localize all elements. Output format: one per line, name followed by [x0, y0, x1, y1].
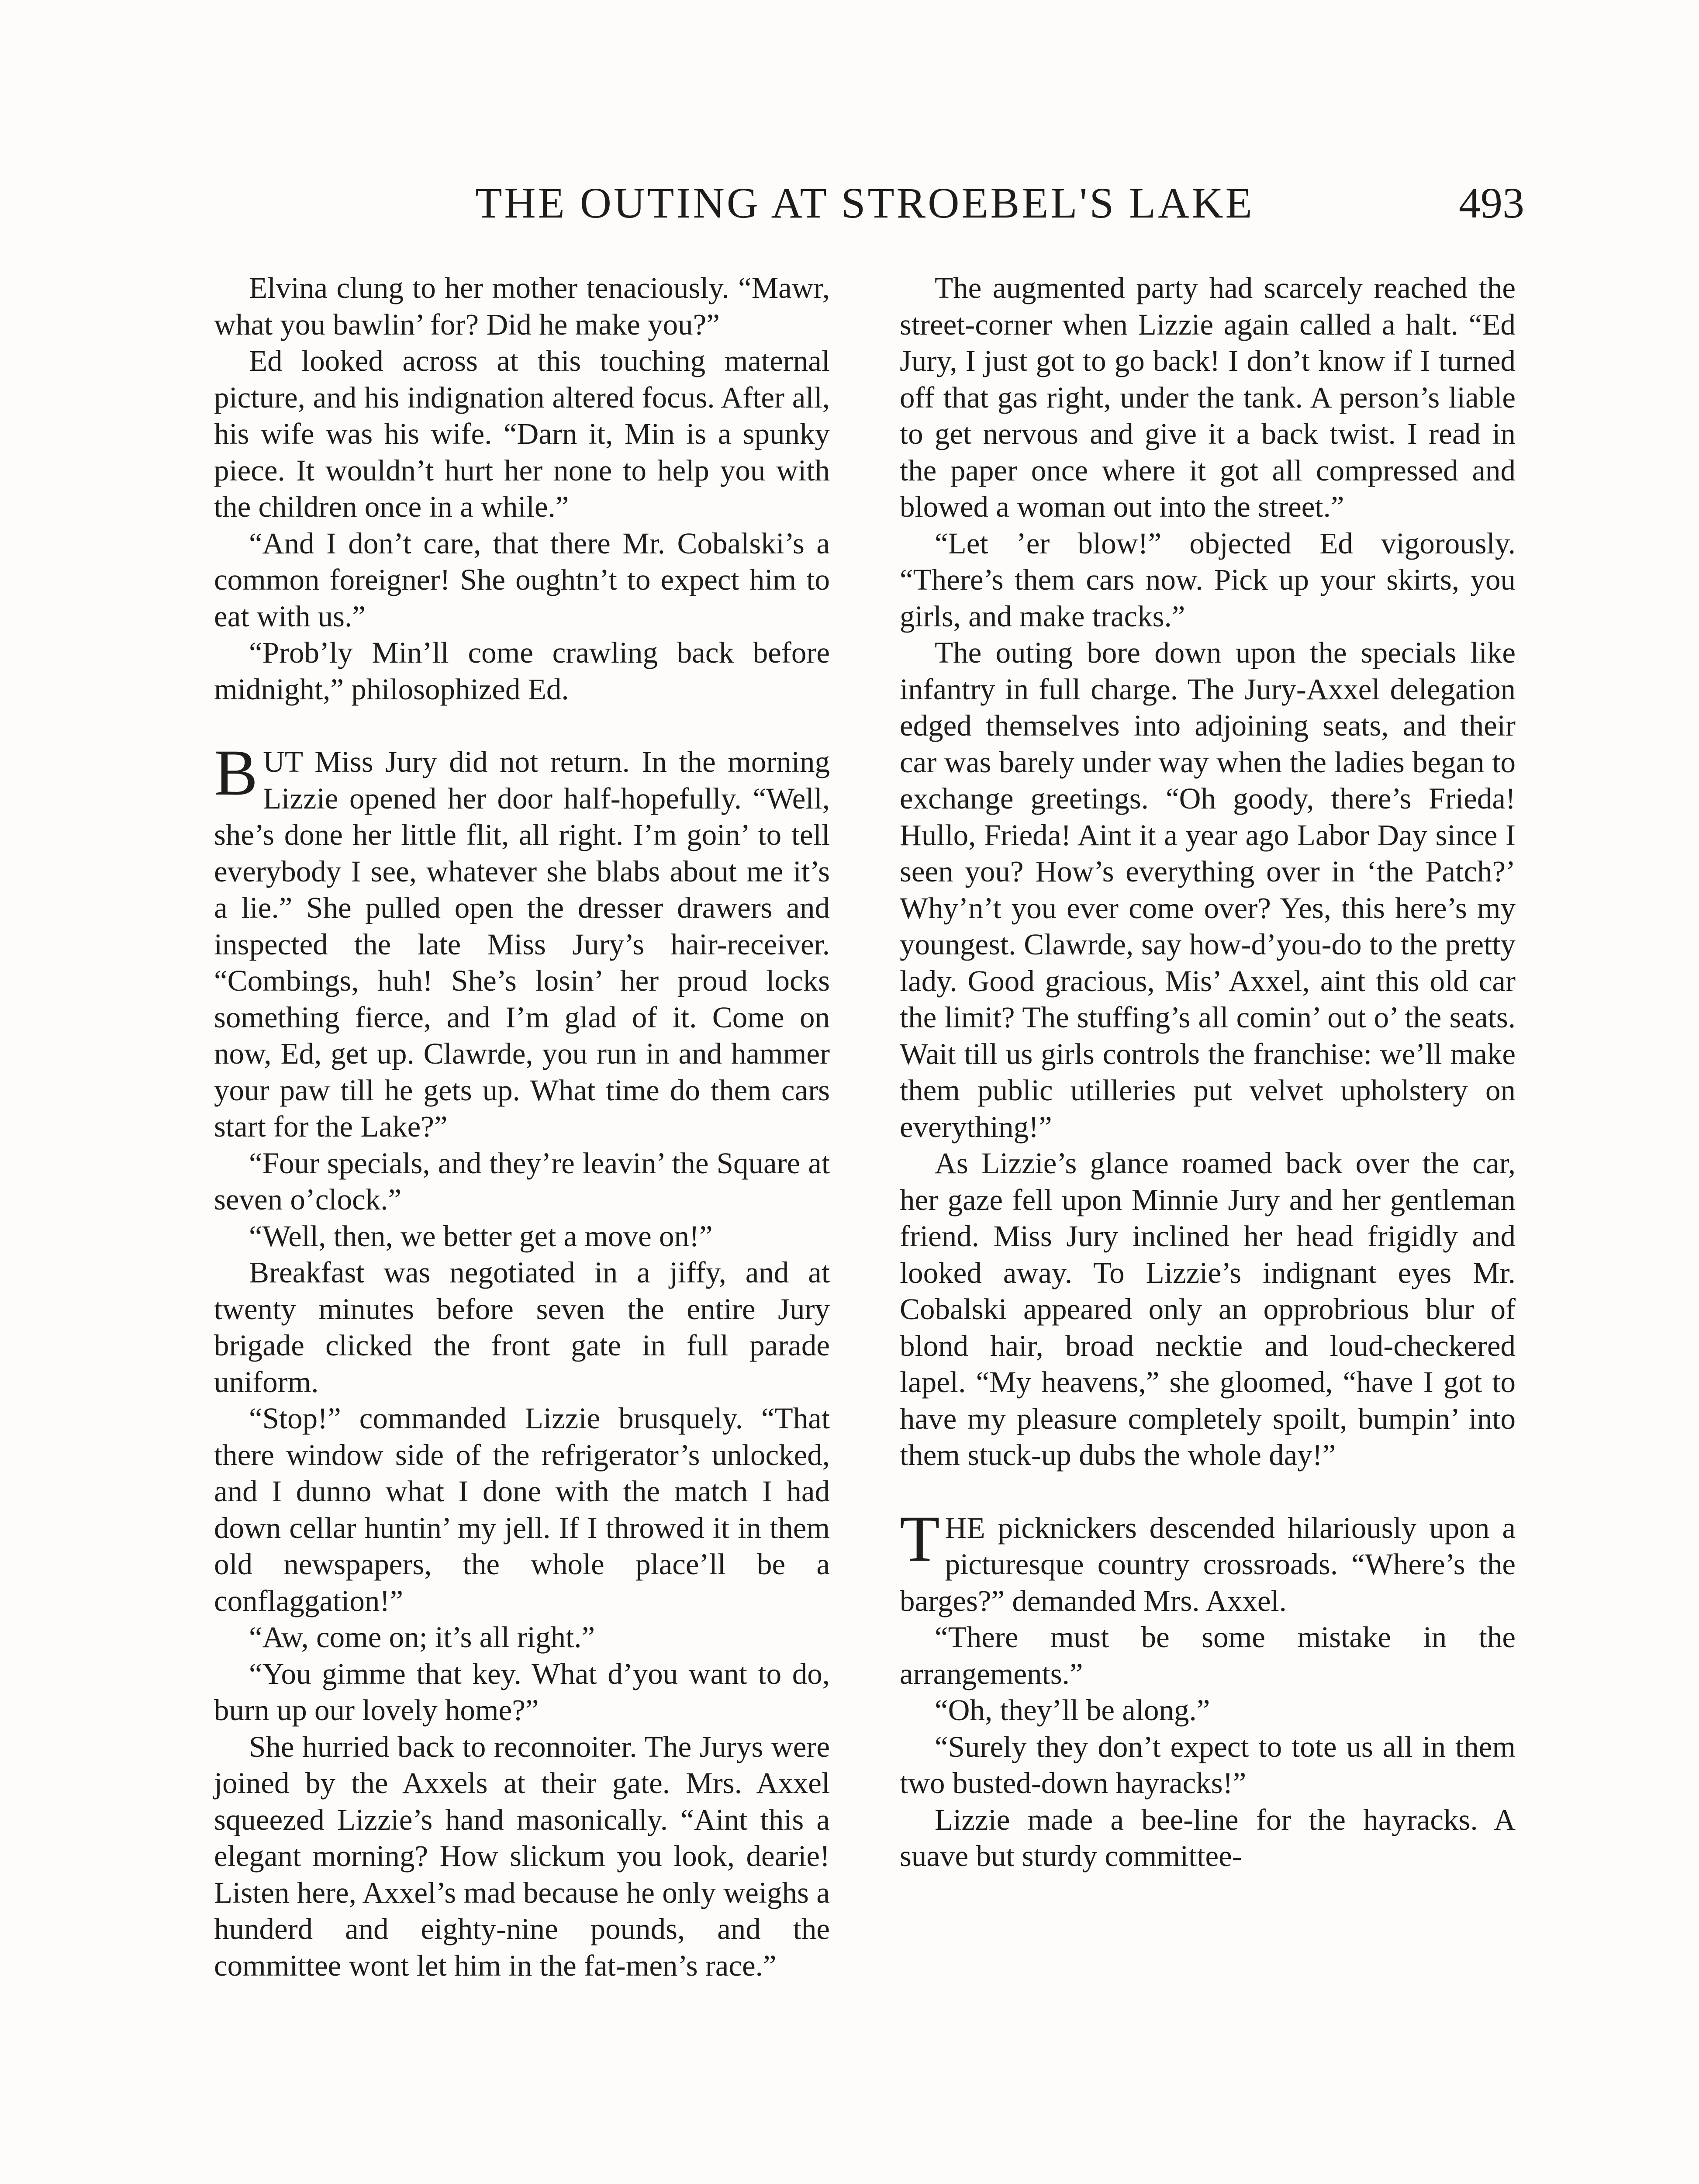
drop-cap: T — [900, 1502, 940, 1575]
page-number: 493 — [1459, 179, 1524, 227]
section-opening-text: UT Miss Jury did not return. In the morning Lizzie opened her door half-hopefully. “Well, she’s done her little flit, all right. I’m goin’ to tell everybody I see, whatever she blabs about me it’s a lie.” She pulled open the dresser drawers and inspected the late Miss Jury’s hair-receiver. “Combings, huh! She’s losin’ her proud locks something fierce, and I’m glad of it. Come on now, Ed, get up. Clawrde, you run in and hammer your paw till he gets up. What time do them cars start for the Lake?” — [214, 745, 830, 1143]
paragraph: As Lizzie’s glance roamed back over the car, her gaze fell upon Minnie Jury and her gentleman friend. Miss Jury inclined her head frigidly and looked away. To Lizzie’s indignant eyes Mr. Cobalski appeared only an opprobrious blur of blond hair, broad necktie and loud-checkered lapel. “My heavens,” she gloomed, “have I got to have my pleasure completely spoilt, bumpin’ into them stuck-up dubs the whole day!” — [900, 1147, 1516, 1472]
paragraph: “You gimme that key. What d’you want to do, burn up our lovely home?” — [214, 1657, 830, 1727]
paragraph: “And I don’t care, that there Mr. Cobalski’s a common foreigner! She oughtn’t to expect him to eat with us.” — [214, 526, 830, 633]
paragraph: “Oh, they’ll be along.” — [935, 1693, 1210, 1727]
paragraph: “Aw, come on; it’s all right.” — [249, 1621, 595, 1654]
paragraph: “Stop!” commanded Lizzie brusquely. “That there window side of the refrigerator’s unlocked, and I dunno what I done with the match I had down cellar huntin’ my jell. If I throwed it in them old newspapers, the whole place’ll be a conflaggation!” — [214, 1402, 830, 1617]
paragraph: “There must be some mistake in the arrangements.” — [900, 1621, 1516, 1690]
paragraph: Elvina clung to her mother tenaciously. “Mawr, what you bawlin’ for? Did he make you?” — [214, 271, 830, 341]
left-column — [214, 270, 830, 1984]
section-opening-paragraph — [900, 1502, 1516, 1620]
drop-cap: B — [214, 736, 258, 809]
running-title: THE OUTING AT STROEBEL'S LAKE — [475, 179, 1254, 227]
paragraph: “Four specials, and they’re leavin’ the Square at seven o’clock.” — [214, 1146, 830, 1216]
paragraph: The augmented party had scarcely reached the street-corner when Lizzie again called a halt. “Ed Jury, I just got to go back! I don’t know if I turned off that gas right, under the tank. A person’s liable to get nervous and give it a back twist. I read in the paper once where it got all compressed and blowed a woman out into the street.” — [900, 271, 1516, 523]
paragraph: Breakfast was negotiated in a jiffy, and at twenty minutes before seven the entire Jury brigade clicked the front gate in full parade uniform. — [214, 1256, 830, 1399]
paragraph: “Let ’er blow!” objected Ed vigorously. “There’s them cars now. Pick up your skirts, you girls, and make tracks.” — [900, 526, 1516, 633]
paragraph: “Prob’ly Min’ll come crawling back before midnight,” philosophized Ed. — [214, 636, 830, 706]
right-column — [900, 270, 1516, 1875]
section-opening-paragraph — [214, 736, 830, 1145]
paragraph: Lizzie made a bee-line for the hayracks. A suave but sturdy committee- — [900, 1803, 1516, 1873]
paragraph: “Well, then, we better get a move on!” — [249, 1219, 713, 1253]
paragraph: Ed looked across at this touching maternal picture, and his indignation altered focus. After all, his wife was his wife. “Darn it, Min is a spunky piece. It wouldn’t hurt her none to help you with the children once in a while.” — [214, 344, 830, 523]
paragraph: “Surely they don’t expect to tote us all in them two busted-down hayracks!” — [900, 1730, 1516, 1800]
paragraph: She hurried back to reconnoiter. The Jurys were joined by the Axxels at their gate. Mrs. Axxel squeezed Lizzie’s hand masonically. “Aint this a elegant morning? How slickum you look, dearie! Listen here, Axxel’s mad because he only weighs a hunderd and eighty-nine pounds, and the committee wont let him in the fat-men’s race.” — [214, 1730, 830, 1982]
section-opening-text: HE picknickers descended hilariously upon a picturesque country crossroads. “Where’s the barges?” demanded Mrs. Axxel. — [900, 1511, 1516, 1617]
paragraph: The outing bore down upon the specials like infantry in full charge. The Jury-Axxel delegation edged themselves into adjoining seats, and their car was barely under way when the ladies began to exchange greetings. “Oh goody, there’s Frieda! Hullo, Frieda! Aint it a year ago Labor Day since I seen you? How’s everything over in ‘the Patch?’ Why’n’t you ever come over? Yes, this here’s my youngest. Clawrde, say how-d’you-do to the pretty lady. Good gracious, Mis’ Axxel, aint this old car the limit? The stuffing’s all comin’ out o’ the seats. Wait till us girls controls the franchise: we’ll make them public utilleries put velvet upholstery on everything!” — [900, 636, 1516, 1144]
page-header — [210, 173, 1524, 234]
